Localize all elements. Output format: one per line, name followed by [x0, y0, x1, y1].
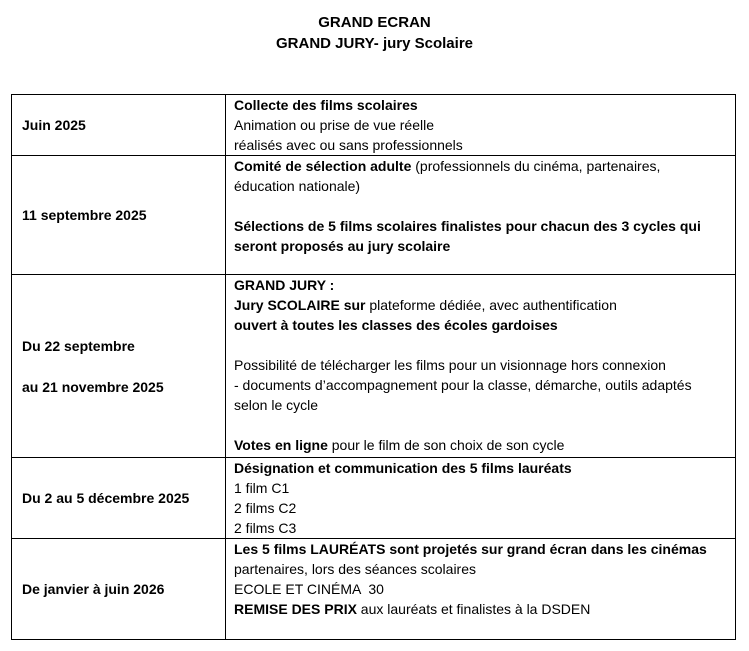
date-label: Juin 2025	[22, 117, 86, 133]
detail-line: 1 film C1	[234, 480, 290, 496]
table-row	[12, 458, 736, 539]
row-heading: Désignation et communication des 5 films lauréats	[234, 460, 572, 476]
row-heading: Collecte des films scolaires	[234, 97, 418, 113]
regular-text: plateforme dédiée, avec authentification	[365, 297, 617, 313]
schedule-table	[11, 94, 736, 640]
regular-text: (professionnels du cinéma, partenaires,	[411, 158, 661, 174]
date-label: 11 septembre 2025	[22, 207, 147, 223]
date-label: De janvier à juin 2026	[22, 581, 165, 597]
detail-line: réalisés avec ou sans professionnels	[234, 137, 463, 153]
detail-line: - documents d’accompagnement pour la classe, démarche, outils adaptés	[234, 377, 692, 393]
row-date	[12, 156, 226, 275]
detail-line	[234, 435, 725, 455]
row-heading: Les 5 films LAURÉATS sont projetés sur grand écran dans les cinémas	[234, 541, 707, 557]
detail-line: ECOLE ET CINÉMA 30	[234, 581, 384, 597]
detail-line: éducation nationale)	[234, 178, 361, 194]
regular-text: pour le film de son choix de son cycle	[327, 437, 565, 453]
detail-line: 2 films C2	[234, 500, 297, 516]
date-label: Du 22 septembre	[22, 337, 135, 354]
row-details	[226, 458, 736, 539]
row-details	[226, 539, 736, 640]
row-details	[226, 95, 736, 156]
row-date	[12, 458, 226, 539]
detail-line	[234, 156, 725, 176]
bold-text: Jury SCOLAIRE sur	[234, 297, 366, 313]
detail-line: Possibilité de télécharger les films pour un visionnage hors connexion	[234, 357, 666, 373]
table-row	[12, 539, 736, 640]
table-row	[12, 95, 736, 156]
detail-line: partenaires, lors des séances scolaires	[234, 561, 477, 577]
date-label: Du 2 au 5 décembre 2025	[22, 490, 190, 506]
regular-text: aux lauréats et finalistes à la DSDEN	[356, 601, 591, 617]
bold-text: REMISE DES PRIX	[234, 601, 357, 617]
detail-line: Animation ou prise de vue réelle	[234, 117, 435, 133]
detail-line: Sélections de 5 films scolaires finalistes pour chacun des 3 cycles qui	[234, 218, 701, 234]
detail-line	[234, 599, 725, 619]
bold-text: Votes en ligne	[234, 437, 328, 453]
detail-line: ouvert à toutes les classes des écoles gardoises	[234, 317, 558, 333]
row-date	[12, 95, 226, 156]
row-heading: GRAND JURY :	[234, 277, 335, 293]
date-label: au 21 novembre 2025	[22, 378, 164, 395]
row-date	[12, 275, 226, 458]
detail-line: 2 films C3	[234, 520, 297, 536]
row-details	[226, 275, 736, 458]
document-subtitle: GRAND JURY- jury Scolaire	[276, 35, 473, 52]
detail-line: seront proposés au jury scolaire	[234, 238, 451, 254]
bold-text: Comité de sélection adulte	[234, 158, 412, 174]
table-row	[12, 275, 736, 458]
detail-line	[234, 295, 725, 315]
row-details	[226, 156, 736, 275]
document-title: GRAND ECRAN	[318, 14, 431, 31]
table-row	[12, 156, 736, 275]
detail-line: selon le cycle	[234, 397, 319, 413]
row-date	[12, 539, 226, 640]
